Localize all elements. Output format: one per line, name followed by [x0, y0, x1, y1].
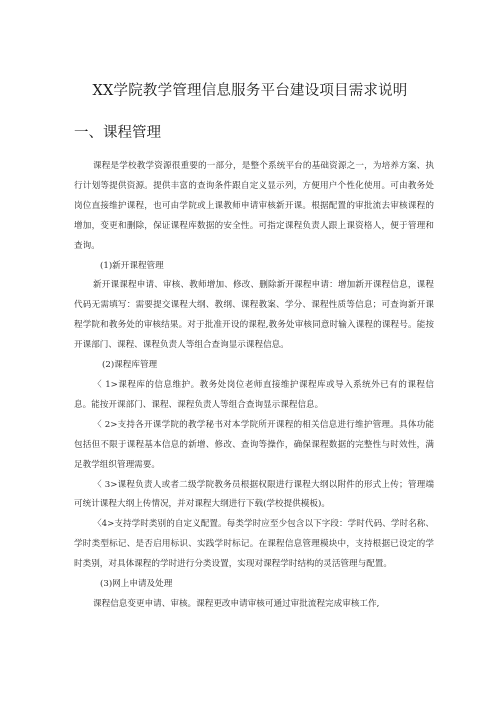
subheading-course-library: (2)课程库管理	[102, 360, 158, 371]
online-application-paragraph: 课程信息变更申请、审核。课程更改申请审核可通过审批流程完成审核工作,	[93, 598, 380, 609]
intro-paragraph: 课程是学校教学资源很重要的一部分，是整个系统平台的基础资源之一，为培养方案、执行计划等提供资源。提供丰富的查询条件跟自定义显示列，方便用户个性化使用。可由教务处岗位直接维护课程，也可由学院或上课教师申请审核新开课。根据配置的审批流去审核课程的增加，变更和删除，保证课程库数据的安全性。可指定课程负责人跟上课资格人，便于管理和查询。	[74, 161, 434, 251]
section-heading-course-management: 一、课程管理	[74, 125, 161, 141]
list-item-4: 〈4>支持学时类别的自定义配置。每类学时应至少包含以下字段：学时代码、学时名称、学时类型标记、是否启用标识、实践学时标记。在课程信息管理模块中，支持根据已设定的学时类别，对具体课程的学时进行分类设置，实现对课程学时结构的灵活管理与配置。	[74, 519, 434, 570]
document-title: XX学院教学管理信息服务平台建设项目需求说明	[92, 83, 408, 99]
list-item-2: 〈 2>支持各开课学院的教学秘书对本学院所开课程的相关信息进行维护管理。具体功能包括但不限于课程基本信息的新增、修改、查询等操作，确保课程数据的完整性与时效性，满足教学组织管理需要。	[74, 419, 434, 470]
new-course-paragraph: 新开课课程申请、审核、教师增加、修改、删除新开课程申请：增加新开课程信息，课程代码无需填写：需要提交课程大纲、教纲、课程教案、学分、课程性质等信息；可查询新开课程学院和教务处的审核结果。对于批准开设的课程,教务处审核同意时输入课程的课程号。能按开课部门、课程、课程负责人等组合查询显示课程信息。	[74, 280, 434, 351]
list-item-1: 〈 1>课程库的信息维护。教务处岗位老师直接维护课程库或导入系统外已有的课程信息。能按开课部门、课程、课程负责人等组合查询显示课程信息。	[74, 379, 434, 410]
document-body	[74, 157, 434, 615]
subheading-new-course: (1)新开课程管理	[100, 260, 164, 271]
subheading-online-application: (3)网上申请及处理	[100, 579, 173, 590]
list-item-3: 〈 3>课程负责人或者二级学院教务员根据权限进行课程大纲以附件的形式上传；管理端可统计课程大纲上传情况，并对课程大纲进行下载(学校提供模板)。	[74, 479, 434, 510]
